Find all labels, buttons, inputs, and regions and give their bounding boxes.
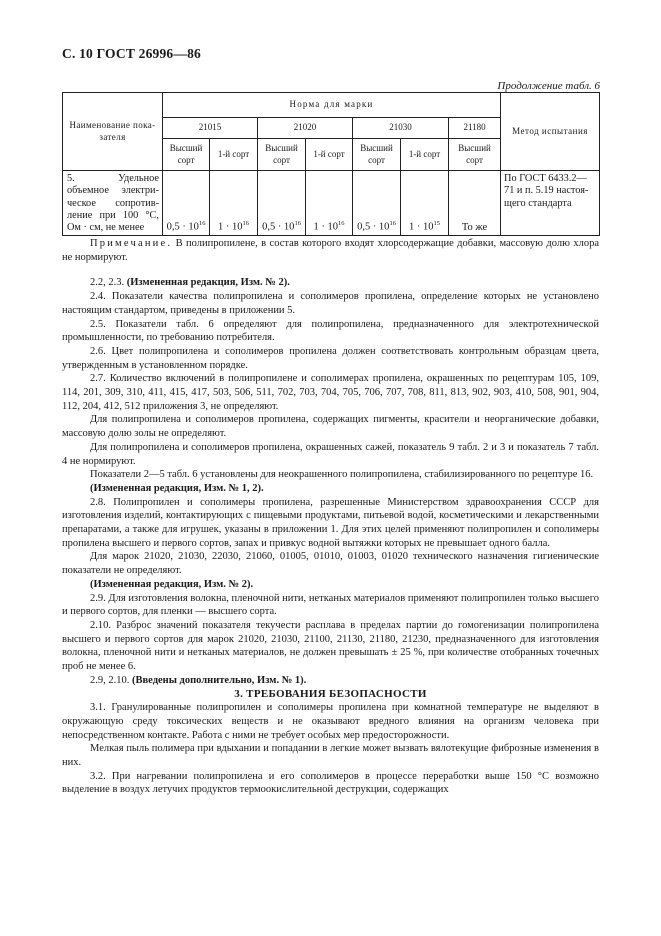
page-header-title: С. 10 ГОСТ 26996—86: [62, 46, 201, 61]
value-21020-top: $0,5 \cdot 10^{16}$: [258, 171, 306, 236]
table-note: [62, 237, 599, 264]
paragraph: 2.4. Показатели качества полипропилена и сополимеров пропилена, определение которых не установлено настоящим стандартом, приведены в приложении 5.: [62, 291, 599, 316]
header-indicator-name: Наименование пока-зателя: [63, 93, 163, 171]
paragraph: 2.8. Полипропилен и сополимеры пропилена, разрешенные Министерством здравоохранения СССР для изготовления изделий, контактирующих с пищевыми продуктами, питьевой водой, косметическими и лекарственными препаратами, а также для игрушек, указаны в приложении 1. Для этих целей применяют полипропилен и сополимеры пропилена высшего и первого сортов, запах и привкус водной вытяжки которых не превышает одного балла.: [62, 496, 599, 549]
paragraph: Мелкая пыль полимера при вдыхании и попадании в легкие может вызвать вялотекущие фиброзные изменения в них.: [62, 743, 599, 769]
table-continuation-label: Продолжение табл. 6: [497, 80, 600, 92]
header-sort-top: Высший сорт: [353, 139, 401, 171]
header-sort-first: 1-й сорт: [306, 139, 353, 171]
paragraph: 2.9. Для изготовления волокна, пленочной нити, нетканых материалов применяют полипропилен только высшего и первого сортов, для пленки — высшего сорта.: [62, 592, 599, 618]
row-test-method: По ГОСТ 6433.2—71 и п. 5.19 настоя-щего стандарта: [501, 171, 600, 236]
header-grade-21180: 21180: [449, 118, 501, 139]
row-parameter: 5. Удельное объемное электри-ческое сопротив-ление при 100 °С, Ом · см, не менее: [63, 171, 163, 236]
value-21015-first: $1 \cdot 10^{16}$: [210, 171, 258, 236]
paragraph: 2.10. Разброс значений показателя текучести расплава в пределах партии до гомогенизации полипропилена высшего и первого сортов для марок 21020, 21030, 21100, 21130, 21180, 21230, предназначенного для изготовления волокна, пленочной нити и нетканых материалов, не должен превышать ± 25 %, при количестве отобранных точечных проб не менее 6.: [62, 619, 599, 673]
paragraph: 2.7. Количество включений в полипропилене и сополимерах пропилена, окрашенных по рецептурам 105, 109, 114, 201, 309, 310, 411, 415, 417, 503, 506, 511, 702, 703, 704, 705, 706, 707, 708, 811, 813, 902, 903, 410, 508, 901, 904, 112, 204, 412, 512 приложения 3, не определяют.: [62, 373, 599, 412]
value-21030-top: $0,5 \cdot 10^{16}$: [353, 171, 401, 236]
header-sort-top: Высший сорт: [163, 139, 210, 171]
table-6-continuation: [62, 92, 600, 236]
header-sort-top: Высший сорт: [449, 139, 501, 171]
paragraph: Для полипропилена и сополимеров пропилена, содержащих пигменты, красители и неорганические добавки, массовую долю золы не определяют.: [62, 414, 599, 440]
paragraph: Для полипропилена и сополимеров пропилена, окрашенных сажей, показатель 9 табл. 2 и 3 и показатель 7 табл. 4 не нормируют.: [62, 441, 599, 467]
amendment-note: (Измененная редакция, Изм. № 2).: [90, 578, 254, 590]
header-sort-first: 1-й сорт: [210, 139, 258, 171]
table-row: [63, 171, 600, 236]
section-heading: 3. ТРЕБОВАНИЯ БЕЗОПАСНОСТИ: [234, 687, 427, 700]
header-sort-top: Высший сорт: [258, 139, 306, 171]
value-21020-first: $1 \cdot 10^{16}$: [306, 171, 353, 236]
note-text: В полипропилене, в состав которого входят хлорсодержащие добавки, массовую долю хлора не нормируют.: [62, 238, 599, 263]
paragraph: 2.6. Цвет полипропилена и сополимеров пропилена должен соответствовать контрольным образцам цвета, утвержденным в установленном порядке.: [62, 345, 599, 371]
header-test-method: Метод испытания: [501, 93, 600, 171]
paragraph: 3.2. При нагревании полипропилена и его сополимеров в процессе переработки выше 150 °С возможно выделение в воздух летучих продуктов термоокислительной деструкции, содержащих: [62, 770, 599, 796]
document-body: [62, 237, 599, 797]
value-21180-top: То же: [449, 171, 501, 236]
paragraph: 2.5. Показатели табл. 6 определяют для полипропилена, предназначенного для электротехнической промышленности, по требованию потребителя.: [62, 318, 599, 344]
value-21030-first: $1 \cdot 10^{15}$: [401, 171, 449, 236]
amendment-note: (Измененная редакция, Изм. № 1, 2).: [90, 482, 264, 494]
header-grade-21015: 21015: [163, 118, 258, 139]
paragraph: 2.2, 2.3. (Измененная редакция, Изм. № 2).: [90, 277, 290, 289]
header-sort-first: 1-й сорт: [401, 139, 449, 171]
header-grade-21030: 21030: [353, 118, 449, 139]
header-grade-norm: Норма для марки: [163, 93, 501, 118]
value-21015-top: $0,5 \cdot 10^{16}$: [163, 171, 210, 236]
header-grade-21020: 21020: [258, 118, 353, 139]
paragraph: Показатели 2—5 табл. 6 установлены для неокрашенного полипропилена, стабилизированного по рецептуре 16.: [90, 469, 594, 481]
note-label: Примечание.: [90, 238, 173, 249]
paragraph: Для марок 21020, 21030, 22030, 21060, 01005, 01010, 01003, 01020 технического назначения гигиенические показатели не определяют.: [62, 551, 599, 577]
paragraph: 2.9, 2.10. (Введены дополнительно, Изм. № 1).: [90, 674, 307, 686]
paragraph: 3.1. Гранулированные полипропилен и сополимеры пропилена при комнатной температуре не выделяют в окружающую среду токсических веществ и не оказывают вредного влияния на организм человека при непосредственном контакте. Работа с ними не требует особых мер предосторожности.: [62, 702, 599, 741]
